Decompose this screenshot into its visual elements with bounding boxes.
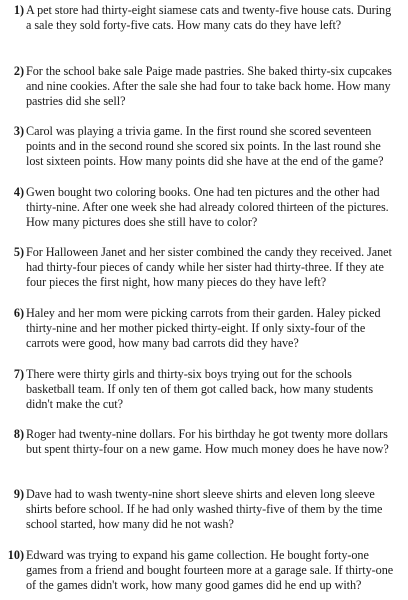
problem-text <box>26 124 404 169</box>
problem-text <box>26 64 404 109</box>
problem-line: of the games didn't work, how many good games did he end up with? <box>26 578 362 592</box>
problem-line: thirty-nine. After one week she had already colored thirteen of the pictures. <box>26 200 389 214</box>
problem-text <box>26 306 404 351</box>
problem-line: thirty-nine and her mother picked thirty-eight. If only sixty-four of the <box>26 321 366 335</box>
problem-line: points and in the second round she scored six points. In the last round she <box>26 139 381 153</box>
problem-text <box>26 185 404 230</box>
problem-line: didn't make the cut? <box>26 397 123 411</box>
problem-number: 1) <box>13 3 24 17</box>
problem-line: Carol was playing a trivia game. In the first round she scored seventeen <box>26 124 372 138</box>
problem-number: 7) <box>13 367 24 381</box>
problem-text <box>26 367 404 412</box>
problem-line: pastries did she sell? <box>26 94 126 108</box>
problem-line: shirts before school. If he had only washed thirty-five of them by the time <box>26 502 383 516</box>
problem-text <box>26 3 404 33</box>
problem-number: 2) <box>13 64 24 78</box>
problem-line: games from a friend and bought fourteen more at a garage sale. If thirty-one <box>26 563 394 577</box>
problem-line: A pet store had thirty-eight siamese cats and twenty-five house cats. During <box>26 3 392 17</box>
problem-line: Edward was trying to expand his game collection. He bought forty-one <box>26 548 369 562</box>
problem-line: Haley and her mom were picking carrots from their garden. Haley picked <box>26 306 381 320</box>
problem-line: How many pictures does she still have to color? <box>26 215 258 229</box>
problem-line: lost sixteen points. How many points did she have at the end of the game? <box>26 154 384 168</box>
problem-line: four pieces the first night, how many pieces do they have left? <box>26 275 327 289</box>
problem-line: There were thirty girls and thirty-six boys trying out for the schools <box>26 367 352 381</box>
problem-line: and nine cookies. After the sale she had four to take back home. How many <box>26 79 391 93</box>
problem-line: For the school bake sale Paige made pastries. She baked thirty-six cupcakes <box>26 64 392 78</box>
problem-line: Roger had twenty-nine dollars. For his birthday he got twenty more dollars <box>26 427 388 441</box>
problem-line: Gwen bought two coloring books. One had ten pictures and the other had <box>26 185 380 199</box>
problem-line: For Halloween Janet and her sister combined the candy they received. Janet <box>26 245 392 259</box>
problem-number: 10) <box>7 548 24 562</box>
problem-line: school started, how many did he not wash? <box>26 517 234 531</box>
problem-number: 5) <box>13 245 24 259</box>
problem-line: carrots were good, how many bad carrots did they have? <box>26 336 299 350</box>
problem-number: 8) <box>13 427 24 441</box>
problem-number: 4) <box>13 185 24 199</box>
problem-line: but spent thirty-four on a new game. How much money does he have now? <box>26 442 389 456</box>
problem-number: 3) <box>13 124 24 138</box>
problem-text <box>26 487 404 532</box>
problem-text <box>26 245 404 290</box>
problem-line: basketball team. If only ten of them got called back, how many students <box>26 382 374 396</box>
problem-line: Dave had to wash twenty-nine short sleeve shirts and eleven long sleeve <box>26 487 375 501</box>
problem-text <box>26 427 404 457</box>
problem-text <box>26 548 404 593</box>
problem-line: a sale they sold forty-five cats. How many cats do they have left? <box>26 18 342 32</box>
problem-line: had thirty-four pieces of candy while her sister had thirty-three. If they ate <box>26 260 384 274</box>
problem-number: 9) <box>13 487 24 501</box>
problem-number: 6) <box>13 306 24 320</box>
